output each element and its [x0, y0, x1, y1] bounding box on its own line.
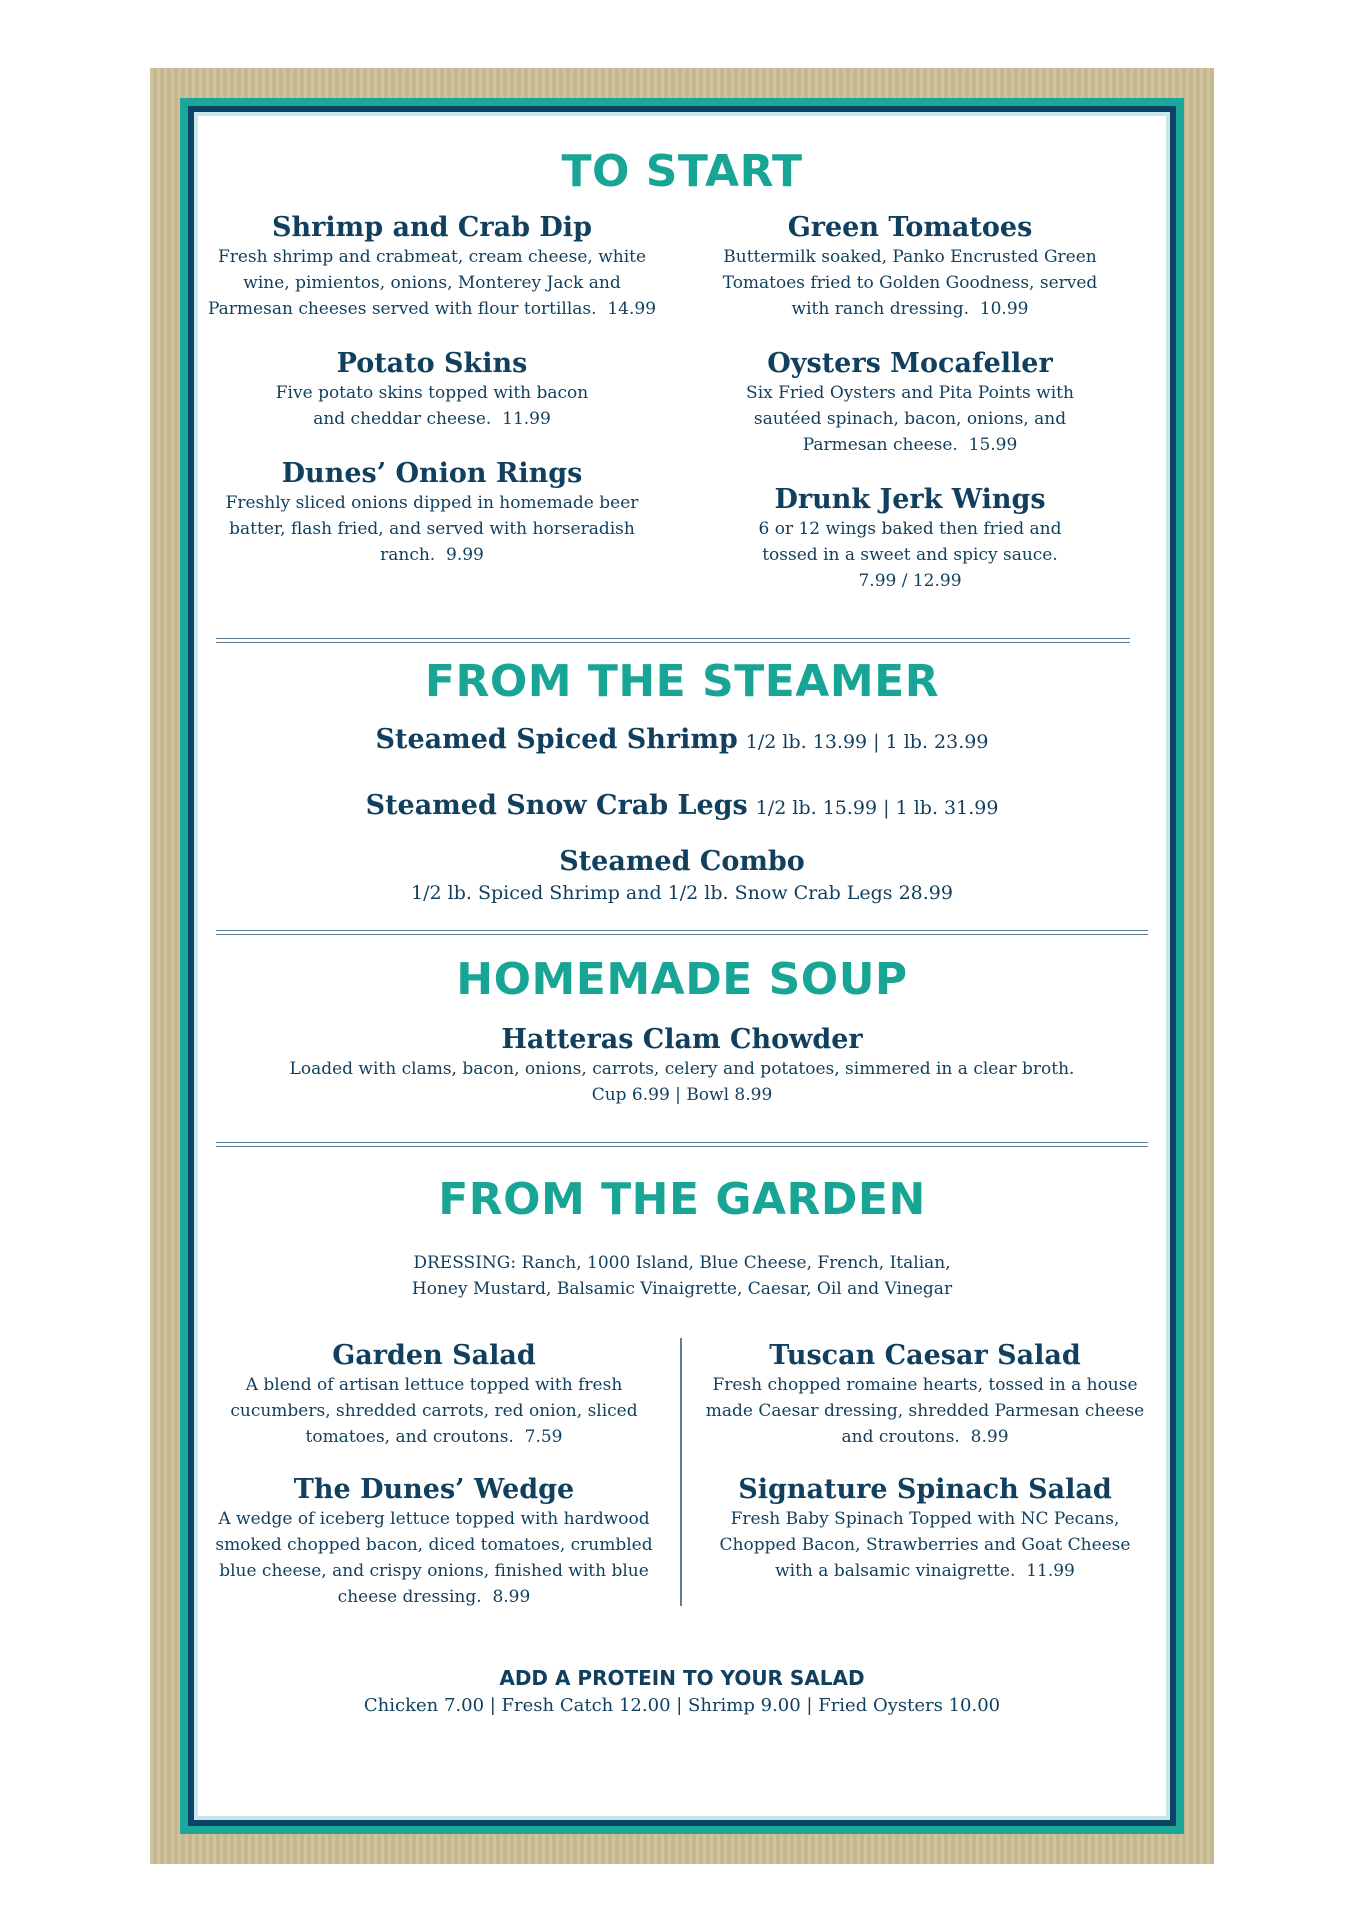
item-name: Steamed Snow Crab Legs: [365, 790, 748, 821]
item-price: 8.99: [970, 1427, 1009, 1447]
menu-item-steamed-spiced-shrimp: [198, 724, 1166, 755]
item-price: 1/2 lb. 15.99 | 1 lb. 31.99: [755, 797, 999, 819]
column-divider: [680, 1338, 682, 1606]
menu-item-clam-chowder: [198, 1024, 1166, 1108]
item-name: Oysters Mocafeller: [767, 348, 1053, 379]
item-name: Shrimp and Crab Dip: [272, 212, 592, 243]
item-price: 11.99: [502, 409, 551, 429]
item-price: 7.59: [524, 1427, 563, 1447]
item-name: Garden Salad: [332, 1340, 536, 1371]
menu-item-onion-rings: [216, 458, 648, 568]
item-price: 14.99: [607, 299, 657, 319]
dressing-line: Honey Mustard, Balsamic Vinaigrette, Caesar, Oil and Vinegar: [411, 1279, 953, 1299]
menu-panel: [198, 116, 1166, 1816]
item-price: 15.99: [968, 435, 1018, 455]
item-name: Dunes’ Onion Rings: [281, 458, 583, 489]
item-description: Six Fried Oysters and Pita Points with sautéed spinach, bacon, onions, and Parmesan cheese. 15.99: [746, 383, 1074, 455]
section-title-steamer: FROM THE STEAMER: [424, 656, 940, 707]
section-divider: [216, 1142, 1148, 1147]
section-title-soup: HOMEMADE SOUP: [456, 954, 908, 1005]
menu-item-drunk-jerk-wings: [742, 484, 1078, 594]
menu-item-potato-skins: [258, 348, 606, 432]
section-divider: [216, 930, 1148, 935]
item-name: Potato Skins: [336, 348, 528, 379]
add-protein-title: ADD A PROTEIN TO YOUR SALAD: [499, 1666, 865, 1690]
menu-item-steamed-snow-crab-legs: [198, 790, 1166, 821]
menu-item-steamed-combo: [198, 846, 1166, 908]
item-name: Signature Spinach Salad: [738, 1474, 1112, 1505]
item-name: Steamed Spiced Shrimp: [375, 724, 738, 755]
item-description: A blend of artisan lettuce topped with fresh cucumbers, shredded carrots, red onion, sliced tomatoes, and croutons. 7.59: [230, 1375, 638, 1447]
item-name: Tuscan Caesar Salad: [769, 1340, 1081, 1371]
item-price: 1/2 lb. 13.99 | 1 lb. 23.99: [745, 731, 989, 753]
item-price: 9.99: [446, 545, 484, 565]
add-protein-block: [198, 1664, 1166, 1720]
dressing-options: [198, 1250, 1166, 1302]
menu-item-shrimp-crab-dip: [208, 212, 656, 322]
item-price: 7.99 / 12.99: [858, 571, 962, 591]
menu-item-signature-spinach-salad: [712, 1474, 1138, 1584]
section-divider: [216, 638, 1130, 643]
item-description: Freshly sliced onions dipped in homemade beer batter, flash fried, and served with horseradish ranch. 9.99: [225, 493, 639, 565]
menu-item-dunes-wedge: [210, 1474, 658, 1610]
item-price: Cup 6.99 | Bowl 8.99: [591, 1085, 773, 1105]
section-title-to-start: TO START: [561, 146, 803, 197]
item-name: Drunk Jerk Wings: [774, 484, 1046, 515]
item-price: 8.99: [492, 1587, 531, 1607]
item-price: 11.99: [1026, 1561, 1075, 1581]
menu-item-tuscan-caesar-salad: [704, 1340, 1146, 1450]
section-title-garden: FROM THE GARDEN: [438, 1174, 926, 1225]
add-protein-options: Chicken 7.00 | Fresh Catch 12.00 | Shrimp 9.00 | Fried Oysters 10.00: [363, 1695, 1001, 1716]
menu-item-green-tomatoes: [710, 212, 1110, 322]
item-description: Fresh Baby Spinach Topped with NC Pecans, Chopped Bacon, Strawberries and Goat Cheese with a balsamic vinaigrette. 11.99: [719, 1509, 1131, 1581]
item-description: Buttermilk soaked, Panko Encrusted Green Tomatoes fried to Golden Goodness, served with ranch dressing. 10.99: [722, 247, 1098, 319]
item-name: Steamed Combo: [559, 846, 805, 877]
item-description: A wedge of iceberg lettuce topped with hardwood smoked chopped bacon, diced tomatoes, crumbled blue cheese, and crispy onions, finished with blue cheese dressing. 8.99: [215, 1509, 653, 1607]
dressing-line: DRESSING: Ranch, 1000 Island, Blue Cheese, French, Italian,: [413, 1253, 951, 1273]
item-description: Fresh chopped romaine hearts, tossed in a house made Caesar dressing, shredded Parmesan cheese and croutons. 8.99: [705, 1375, 1145, 1447]
item-description: 1/2 lb. Spiced Shrimp and 1/2 lb. Snow Crab Legs 28.99: [411, 882, 953, 904]
item-price: 10.99: [979, 299, 1029, 319]
item-description: Five potato skins topped with bacon and cheddar cheese. 11.99: [275, 383, 589, 429]
item-name: Hatteras Clam Chowder: [501, 1024, 863, 1055]
item-name: The Dunes’ Wedge: [293, 1474, 575, 1505]
item-description: 6 or 12 wings baked then fried and tossed in a sweet and spicy sauce. 7.99 / 12.99: [758, 519, 1062, 591]
item-name: Green Tomatoes: [787, 212, 1033, 243]
menu-item-garden-salad: [218, 1340, 650, 1450]
item-description: Fresh shrimp and crabmeat, cream cheese, white wine, pimientos, onions, Monterey Jack and Parmesan cheeses served with flour tortillas. 14.99: [208, 247, 657, 319]
menu-item-oysters-mocafeller: [734, 348, 1086, 458]
item-description: Loaded with clams, bacon, onions, carrots, celery and potatoes, simmered in a clear broth.: [289, 1059, 1075, 1079]
